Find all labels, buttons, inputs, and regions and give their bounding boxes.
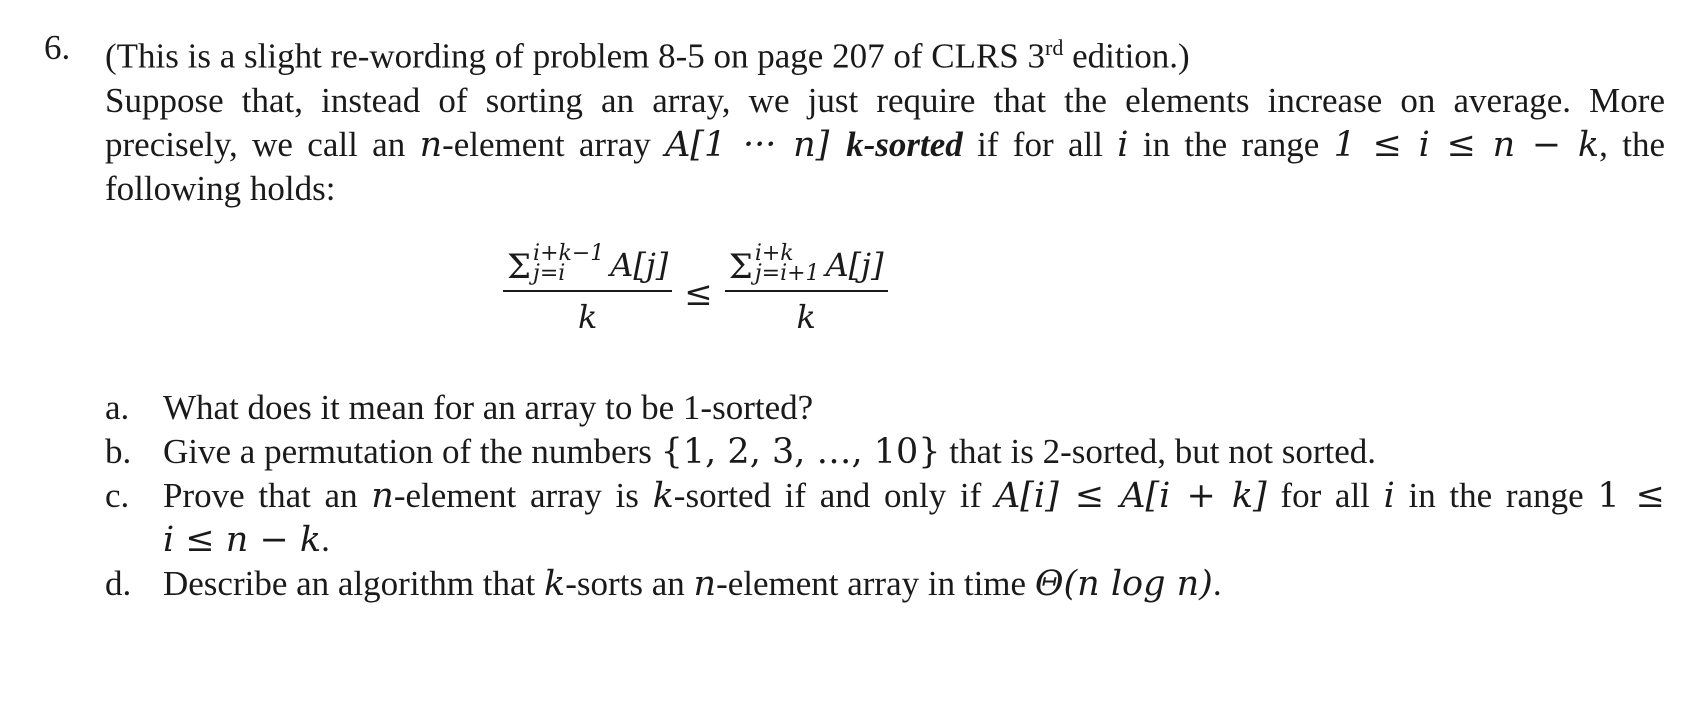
text: Describe an algorithm that xyxy=(163,564,544,603)
text: if for all xyxy=(962,124,1118,164)
problem-statement xyxy=(105,26,1665,211)
part-label: c. xyxy=(105,476,130,515)
math-i: i xyxy=(1117,124,1129,165)
part-label: a. xyxy=(105,388,130,427)
right-denominator: k xyxy=(796,298,816,336)
left-limits xyxy=(533,241,605,286)
text: that is 2-sorted, but not sorted. xyxy=(940,432,1377,471)
part-b xyxy=(105,430,1665,474)
text: for all xyxy=(1266,476,1384,515)
part-label: b. xyxy=(105,432,132,471)
text: Give a permutation of the numbers xyxy=(163,432,661,471)
part-c-line-1 xyxy=(163,474,1665,518)
part-d xyxy=(105,562,1665,606)
lower-limit: j=i+1 xyxy=(754,261,820,286)
math-n: n xyxy=(693,564,717,604)
part-text: What does it mean for an array to be 1-sorted? xyxy=(163,388,814,427)
text: -sorts an xyxy=(565,564,694,603)
upper-limit: i+k xyxy=(754,241,794,266)
text: -element array is xyxy=(393,476,653,515)
part-a xyxy=(105,386,1665,430)
ordinal-suffix: rd xyxy=(1045,35,1064,60)
math-n: n xyxy=(371,476,394,516)
lower-limit: j=i xyxy=(533,261,566,286)
part-c xyxy=(105,474,1665,562)
right-fraction xyxy=(725,241,888,336)
statement-line-1: Suppose that, instead of sorting an array, we just require that the elements increase on average. More xyxy=(105,80,1665,120)
left-fraction xyxy=(503,241,672,336)
text: . xyxy=(1212,564,1222,603)
text: in the range xyxy=(1128,124,1334,164)
term-k-sorted: k-sorted xyxy=(846,124,963,164)
math-k: k xyxy=(543,564,566,604)
right-limits xyxy=(754,241,820,286)
math-i: i xyxy=(1383,476,1395,516)
right-numerator xyxy=(725,241,888,290)
math-set: {1, 2, 3, …, 10} xyxy=(660,432,941,472)
text: -sorted if and only if xyxy=(673,476,995,515)
intro-text: (This is a slight re-wording of problem 8-5 on page 207 of CLRS 3 xyxy=(105,36,1046,76)
left-numerator xyxy=(503,241,672,290)
math-complexity: Θ(n log n) xyxy=(1034,564,1213,604)
math-range-start: 1 ≤ xyxy=(1597,476,1665,516)
problem-number: 6. xyxy=(44,28,71,67)
math-range: 1 ≤ i ≤ n − k xyxy=(1333,124,1600,165)
statement-line-3: following holds: xyxy=(105,168,336,208)
summand: A[j] xyxy=(610,246,669,284)
statement-line-2 xyxy=(105,123,1665,167)
text: Prove that an xyxy=(163,476,372,515)
part-c-line-2 xyxy=(163,518,1665,562)
sigma-symbol: Σ xyxy=(728,247,753,287)
subquestions xyxy=(105,386,1665,606)
math-inequality: A[i] ≤ A[i + k] xyxy=(995,476,1267,516)
part-label: d. xyxy=(105,564,132,603)
sigma-symbol: Σ xyxy=(507,247,532,287)
left-denominator: k xyxy=(577,298,598,336)
upper-limit: i+k−1 xyxy=(533,241,605,266)
text: -element array xyxy=(442,124,666,164)
text: , the xyxy=(1599,124,1665,164)
math-k: k xyxy=(652,476,674,516)
summand: A[j] xyxy=(825,246,884,284)
intro-text-end: edition.) xyxy=(1063,36,1190,76)
text: -element array in time xyxy=(716,564,1035,603)
math-range-end: i ≤ n − k xyxy=(163,520,322,560)
less-equal-symbol: ≤ xyxy=(684,274,713,314)
intro-line xyxy=(105,26,1665,79)
math-n: n xyxy=(419,124,443,165)
text: . xyxy=(321,520,330,559)
math-array: A[1 ··· n] xyxy=(665,124,847,165)
k-sorted-formula xyxy=(503,241,888,336)
text: precisely, we call an xyxy=(105,124,420,164)
text: in the range xyxy=(1394,476,1598,515)
